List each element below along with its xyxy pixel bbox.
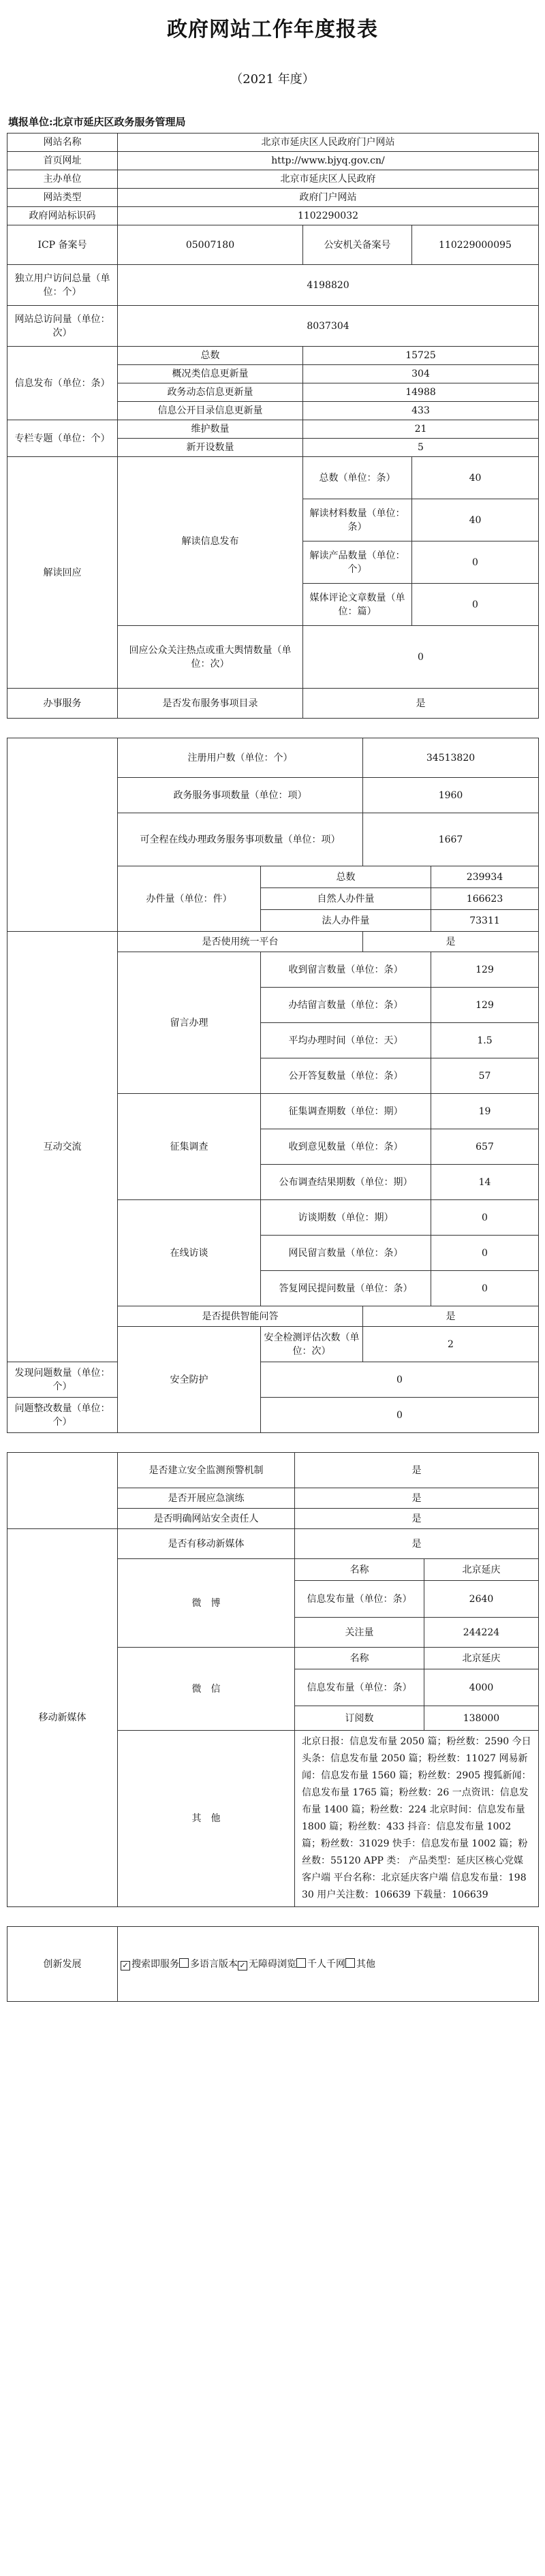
table-row: [7, 1927, 539, 2002]
interpret-hot-label: 回应公众关注热点或重大舆情数量（单位：次）: [118, 626, 303, 689]
security-label: 安全防护: [118, 1327, 261, 1433]
publish-general-value: 304: [303, 365, 539, 383]
interpret-sub-label: 解读信息发布: [118, 457, 303, 626]
interpret-total-label: 总数（单位：条）: [303, 457, 412, 499]
tk-msg-label: 网民留言数量（单位：条）: [261, 1236, 431, 1271]
interpret-label: 解读回应: [7, 457, 118, 689]
tk-ans-value: 0: [431, 1271, 539, 1306]
owner-value: 是: [295, 1509, 539, 1529]
publish-general-label: 概况类信息更新量: [118, 365, 303, 383]
wx-sub-label: 订阅数: [295, 1706, 424, 1731]
special-maintain-value: 21: [303, 420, 539, 439]
wx-name-label: 名称: [295, 1648, 424, 1669]
innovation-label: 创新发展: [7, 1927, 118, 2002]
other-label: 其 他: [118, 1731, 295, 1907]
publish-dynamic-label: 政务动态信息更新量: [118, 383, 303, 402]
table-row: [7, 457, 539, 499]
sv-pub-label: 公布调查结果期数（单位：期）: [261, 1165, 431, 1200]
owner-label: 是否明确网站安全责任人: [118, 1509, 295, 1529]
interpret-material-label: 解读材料数量（单位：条）: [303, 499, 412, 541]
table-row: [7, 1453, 539, 1488]
special-label: 专栏专题（单位：个）: [7, 420, 118, 457]
innovation-table: [7, 1926, 539, 2002]
platform-value: 是: [363, 932, 539, 952]
wb-fans-value: 244224: [424, 1618, 539, 1648]
smart-label: 是否提供智能问答: [118, 1306, 363, 1327]
table-row: [7, 225, 539, 265]
table-row: [7, 265, 539, 306]
items-value: 1960: [363, 778, 539, 813]
table-row: [7, 189, 539, 207]
site-name-label: 网站名称: [7, 133, 118, 152]
sponsor-label: 主办单位: [7, 170, 118, 189]
wx-sub-value: 138000: [424, 1706, 539, 1731]
sec-eval-label: 安全检测评估次数（单位：次）: [261, 1327, 363, 1362]
table-row: [7, 152, 539, 170]
monitor-value: 是: [295, 1453, 539, 1488]
media-table: [7, 1452, 539, 1907]
items-label: 政务服务事项数量（单位：项）: [118, 778, 363, 813]
other-value: 北京日报：信息发布量 2050 篇；粉丝数：2590 今日头条：信息发布量 2050 篇；粉丝数：11027 网易新闻：信息发布量 1560 篇；粉丝数：2905 搜狐新闻：信息发布量 1765 篇；粉丝数：26 一点资讯：信息发布量 1400 篇；粉丝数：224 北京时间：信息发布量 1800 篇；粉丝数：433 抖音：信息发布量 1002 篇；粉丝数：31029 快手：信息发布量 1002 篇；粉丝数：55120 APP 类： 产品类型：延庆区核心党媒客户端 平台名称：北京延庆客户端 信息发布量：19830 用户关注数：106639 下载量：106639: [295, 1731, 539, 1907]
interact-label: 互动交流: [7, 932, 118, 1362]
checkbox-checked-icon[interactable]: ✓: [238, 1961, 247, 1970]
sec-eval-value: 2: [363, 1327, 539, 1362]
table-row: [7, 738, 539, 778]
table-row: [7, 932, 539, 952]
innovation-option[interactable]: [345, 1959, 375, 1970]
handled-total-label: 总数: [261, 866, 431, 888]
table-row: [7, 1398, 539, 1433]
table-row: [7, 689, 539, 719]
table-row: [7, 170, 539, 189]
interpret-product-value: 0: [412, 541, 539, 584]
handled-label: 办件量（单位：件）: [118, 866, 261, 932]
wx-pub-value: 4000: [424, 1669, 539, 1706]
drill-value: 是: [295, 1488, 539, 1509]
sponsor-value: 北京市延庆区人民政府: [118, 170, 539, 189]
table-row: [7, 133, 539, 152]
checkbox-icon[interactable]: [296, 1958, 306, 1968]
publish-dynamic-value: 14988: [303, 383, 539, 402]
msg-label: 留言办理: [118, 952, 261, 1094]
drill-label: 是否开展应急演练: [118, 1488, 295, 1509]
innovation-options: [118, 1927, 539, 2002]
handled-person-label: 自然人办件量: [261, 888, 431, 910]
weibo-label: 微 博: [118, 1559, 295, 1648]
checkbox-icon[interactable]: [345, 1958, 355, 1968]
msg-pub-label: 公开答复数量（单位：条）: [261, 1058, 431, 1094]
media-label: 移动新媒体: [7, 1529, 118, 1907]
interpret-product-label: 解读产品数量（单位：个）: [303, 541, 412, 584]
sec-found-value: 0: [261, 1362, 539, 1398]
police-label: 公安机关备案号: [303, 225, 412, 265]
media-has-value: 是: [295, 1529, 539, 1559]
publish-open-value: 433: [303, 402, 539, 420]
sv-recv-value: 657: [431, 1129, 539, 1165]
table-row: [7, 207, 539, 225]
tk-count-label: 访谈期数（单位：期）: [261, 1200, 431, 1236]
site-code-value: 1102290032: [118, 207, 539, 225]
site-type-label: 网站类型: [7, 189, 118, 207]
online-label: 可全程在线办理政务服务事项数量（单位：项）: [118, 813, 363, 866]
wb-pub-value: 2640: [424, 1581, 539, 1618]
icp-value: 05007180: [118, 225, 303, 265]
innovation-option[interactable]: [121, 1959, 179, 1970]
tk-count-value: 0: [431, 1200, 539, 1236]
sec-found-label: 发现问题数量（单位：个）: [7, 1362, 118, 1398]
icp-label: ICP 备案号: [7, 225, 118, 265]
interpret-total-value: 40: [412, 457, 539, 499]
msg-recv-value: 129: [431, 952, 539, 988]
sv-pub-value: 14: [431, 1165, 539, 1200]
msg-time-value: 1.5: [431, 1023, 539, 1058]
service-catalog-value: 是: [303, 689, 539, 719]
table-row: [7, 420, 539, 439]
report-year: （2021 年度）: [230, 72, 315, 87]
site-type-value: 政府门户网站: [118, 189, 539, 207]
table-row: [7, 1362, 539, 1398]
innovation-option[interactable]: [238, 1959, 296, 1970]
innovation-option[interactable]: [179, 1959, 238, 1970]
basic-info-table: [7, 133, 539, 719]
users-value: 34513820: [363, 738, 539, 778]
msg-done-label: 办结留言数量（单位：条）: [261, 988, 431, 1023]
msg-recv-label: 收到留言数量（单位：条）: [261, 952, 431, 988]
tk-msg-value: 0: [431, 1236, 539, 1271]
pv-value: 8037304: [118, 306, 539, 347]
interpret-media-value: 0: [412, 584, 539, 626]
innovation-option-label: 搜索即服务: [131, 1958, 179, 1970]
checkbox-icon[interactable]: [179, 1958, 189, 1968]
sv-recv-label: 收到意见数量（单位：条）: [261, 1129, 431, 1165]
innovation-option-label: 多语言版本: [190, 1958, 238, 1970]
uv-label: 独立用户访问总量（单位：个）: [7, 265, 118, 306]
interpret-media-label: 媒体评论文章数量（单位：篇）: [303, 584, 412, 626]
service-interact-table: [7, 738, 539, 1433]
sec-fixed-label: 问题整改数量（单位：个）: [7, 1398, 118, 1433]
home-url-value: http://www.bjyq.gov.cn/: [118, 152, 539, 170]
site-code-label: 政府网站标识码: [7, 207, 118, 225]
monitor-label: 是否建立安全监测预警机制: [118, 1453, 295, 1488]
platform-label: 是否使用统一平台: [118, 932, 363, 952]
police-value: 110229000095: [412, 225, 539, 265]
online-value: 1667: [363, 813, 539, 866]
wb-pub-label: 信息发布量（单位：条）: [295, 1581, 424, 1618]
msg-pub-value: 57: [431, 1058, 539, 1094]
publish-label: 信息发布（单位：条）: [7, 347, 118, 420]
sec-fixed-value: 0: [261, 1398, 539, 1433]
media-has-label: 是否有移动新媒体: [118, 1529, 295, 1559]
publish-total-value: 15725: [303, 347, 539, 365]
wb-fans-label: 关注量: [295, 1618, 424, 1648]
sv-count-value: 19: [431, 1094, 539, 1129]
innovation-option-label: 其他: [356, 1958, 375, 1970]
service-label: 办事服务: [7, 689, 118, 719]
innovation-option[interactable]: [296, 1959, 345, 1970]
handled-person-value: 166623: [431, 888, 539, 910]
special-new-value: 5: [303, 439, 539, 457]
users-label: 注册用户数（单位：个）: [118, 738, 363, 778]
wx-pub-label: 信息发布量（单位：条）: [295, 1669, 424, 1706]
msg-done-value: 129: [431, 988, 539, 1023]
interpret-hot-value: 0: [303, 626, 539, 689]
table-row: [7, 347, 539, 365]
handled-total-value: 239934: [431, 866, 539, 888]
site-name-value: 北京市延庆区人民政府门户网站: [118, 133, 539, 152]
innovation-option-label: 无障碍浏览: [249, 1958, 296, 1970]
table-row: [7, 306, 539, 347]
innovation-option-label: 千人千网: [307, 1958, 345, 1970]
wb-name-label: 名称: [295, 1559, 424, 1581]
service-catalog-label: 是否发布服务事项目录: [118, 689, 303, 719]
special-new-label: 新开设数量: [118, 439, 303, 457]
filing-unit: 填报单位:北京市延庆区政务服务管理局: [8, 116, 186, 128]
publish-total-label: 总数: [118, 347, 303, 365]
talk-label: 在线访谈: [118, 1200, 261, 1306]
special-maintain-label: 维护数量: [118, 420, 303, 439]
smart-value: 是: [363, 1306, 539, 1327]
uv-value: 4198820: [118, 265, 539, 306]
wx-name-value: 北京延庆: [424, 1648, 539, 1669]
handled-legal-label: 法人办件量: [261, 910, 431, 932]
pv-label: 网站总访问量（单位：次）: [7, 306, 118, 347]
checkbox-checked-icon[interactable]: ✓: [121, 1961, 130, 1970]
home-url-label: 首页网址: [7, 152, 118, 170]
survey-label: 征集调查: [118, 1094, 261, 1200]
report-title: 政府网站工作年度报表: [167, 18, 378, 42]
sv-count-label: 征集调查期数（单位：期）: [261, 1094, 431, 1129]
interpret-material-value: 40: [412, 499, 539, 541]
wechat-label: 微 信: [118, 1648, 295, 1731]
publish-open-label: 信息公开目录信息更新量: [118, 402, 303, 420]
tk-ans-label: 答复网民提问数量（单位：条）: [261, 1271, 431, 1306]
msg-time-label: 平均办理时间（单位：天）: [261, 1023, 431, 1058]
wb-name-value: 北京延庆: [424, 1559, 539, 1581]
table-row: [7, 1529, 539, 1559]
handled-legal-value: 73311: [431, 910, 539, 932]
